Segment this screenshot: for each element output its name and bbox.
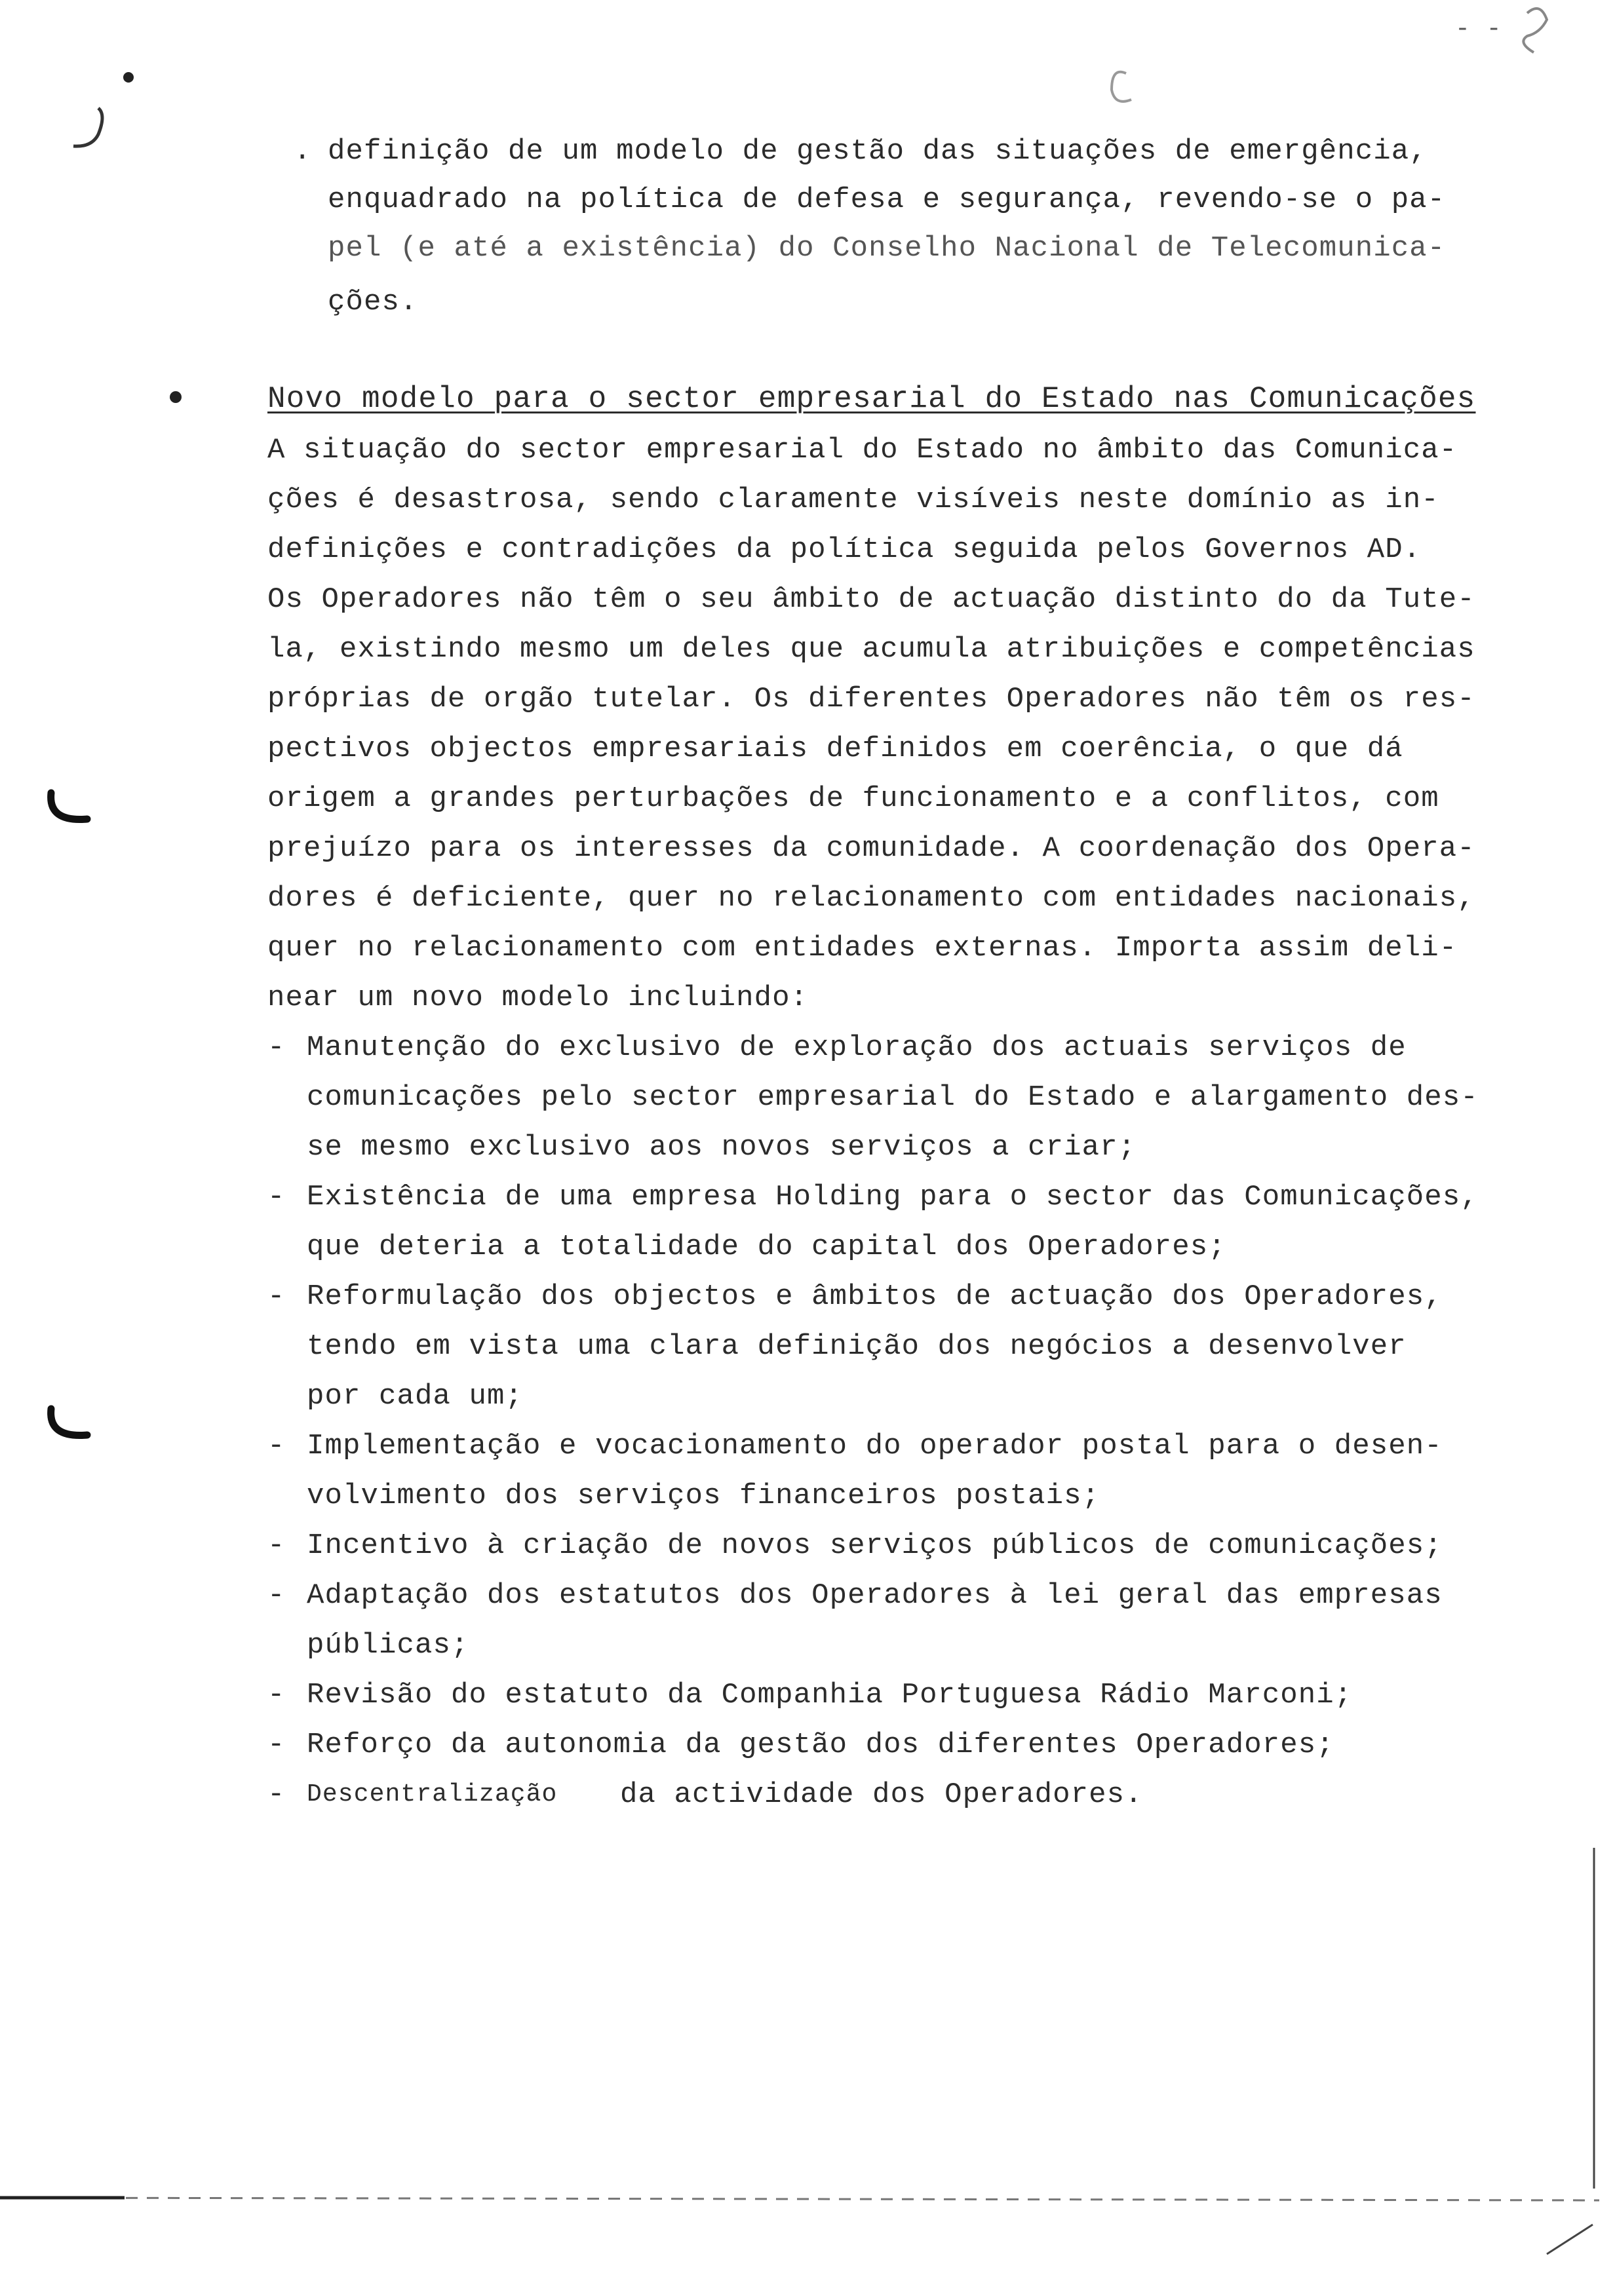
list-item-dash: - [267,1181,286,1214]
intro-line-1: definição de um modelo de gestão das situações de emergência, [328,135,1428,168]
list-item-7-line-1: Revisão do estatuto da Companhia Portuguesa Rádio Marconi; [307,1679,1353,1712]
list-item-4-line-2: volvimento dos serviços financeiros postais; [307,1480,1100,1512]
list-item-3-line-3: por cada um; [307,1380,524,1413]
paragraph-line-1: A situação do sector empresarial do Estado no âmbito das Comunica- [267,434,1458,467]
paragraph-line-11: quer no relacionamento com entidades externas. Importa assim deli- [267,932,1458,965]
punch-dot-mark [123,72,134,83]
list-item-1-line-1: Manutenção do exclusivo de exploração dos actuais serviços de [307,1031,1407,1064]
hook-mark [73,108,102,146]
list-item-dash: - [267,1729,286,1761]
paragraph-line-8: origem a grandes perturbações de funcionamento e a conflitos, com [267,782,1439,815]
list-item-dash: - [267,1579,286,1612]
list-item-3-line-1: Reformulação dos objectos e âmbitos de actuação dos Operadores, [307,1280,1443,1313]
intro-line-3: pel (e até a existência) do Conselho Nacional de Telecomunica- [328,232,1446,265]
list-item-dash: - [267,1430,286,1463]
paragraph-line-4: Os Operadores não têm o seu âmbito de actuação distinto do da Tute- [267,583,1475,616]
section-heading: Novo modelo para o sector empresarial do Estado nas Comunicações [267,382,1476,416]
paragraph-line-5: la, existindo mesmo um deles que acumula atribuições e competências [267,633,1475,666]
corner-mark-text: - - [1455,15,1502,43]
paragraph-line-7: pectivos objectos empresariais definidos em coerência, o que dá [267,733,1403,765]
list-item-9-line-1: Descentralização [307,1780,558,1808]
paragraph-line-12: near um novo modelo incluindo: [267,982,809,1014]
intro-line-4: ções. [328,286,418,318]
section-bullet-icon [170,391,182,403]
list-item-1-line-2: comunicações pelo sector empresarial do Estado e alargamento des- [307,1081,1479,1114]
list-item-8-line-1: Reforço da autonomia da gestão dos diferentes Operadores; [307,1729,1334,1761]
list-item-6-line-2: públicas; [307,1629,469,1662]
paragraph-line-9: prejuízo para os interesses da comunidade. A coordenação dos Opera- [267,832,1475,865]
list-item-2-line-1: Existência de uma empresa Holding para o sector das Comunicações, [307,1181,1479,1214]
list-item-dash: - [267,1529,286,1562]
paragraph-line-3: definições e contradições da política seguida pelos Governos AD. [267,533,1422,566]
list-item-9-line-2: da actividade dos Operadores. [620,1778,1143,1811]
list-item-2-line-2: que deteria a totalidade do capital dos Operadores; [307,1231,1226,1263]
punch-hole-mark-lower [51,1409,87,1436]
paragraph-line-6: próprias de orgão tutelar. Os diferentes Operadores não têm os res- [267,683,1475,716]
list-item-1-line-3: se mesmo exclusivo aos novos serviços a criar; [307,1131,1137,1164]
corner-scribble-mark [1523,9,1547,52]
list-item-dash: - [267,1778,286,1811]
list-item-dash: - [267,1679,286,1712]
list-item-5-line-1: Incentivo à criação de novos serviços públicos de comunicações; [307,1529,1443,1562]
list-item-4-line-1: Implementação e vocacionamento do operador postal para o desen- [307,1430,1443,1463]
list-item-3-line-2: tendo em vista uma clara definição dos negócios a desenvolver [307,1330,1407,1363]
list-item-dash: - [267,1031,286,1064]
bottom-scan-line [0,2198,1599,2200]
list-item-dash: - [267,1280,286,1313]
center-scribble-mark [1112,72,1131,102]
corner-diagonal-mark [1547,2225,1593,2254]
paragraph-line-10: dores é deficiente, quer no relacionamento com entidades nacionais, [267,882,1475,915]
list-item-6-line-1: Adaptação dos estatutos dos Operadores à lei geral das empresas [307,1579,1443,1612]
intro-bullet: . [294,135,312,168]
intro-line-2: enquadrado na política de defesa e segurança, revendo-se o pa- [328,183,1446,216]
paragraph-line-2: ções é desastrosa, sendo claramente visíveis neste domínio as in- [267,484,1439,516]
punch-hole-mark-upper [51,793,87,820]
